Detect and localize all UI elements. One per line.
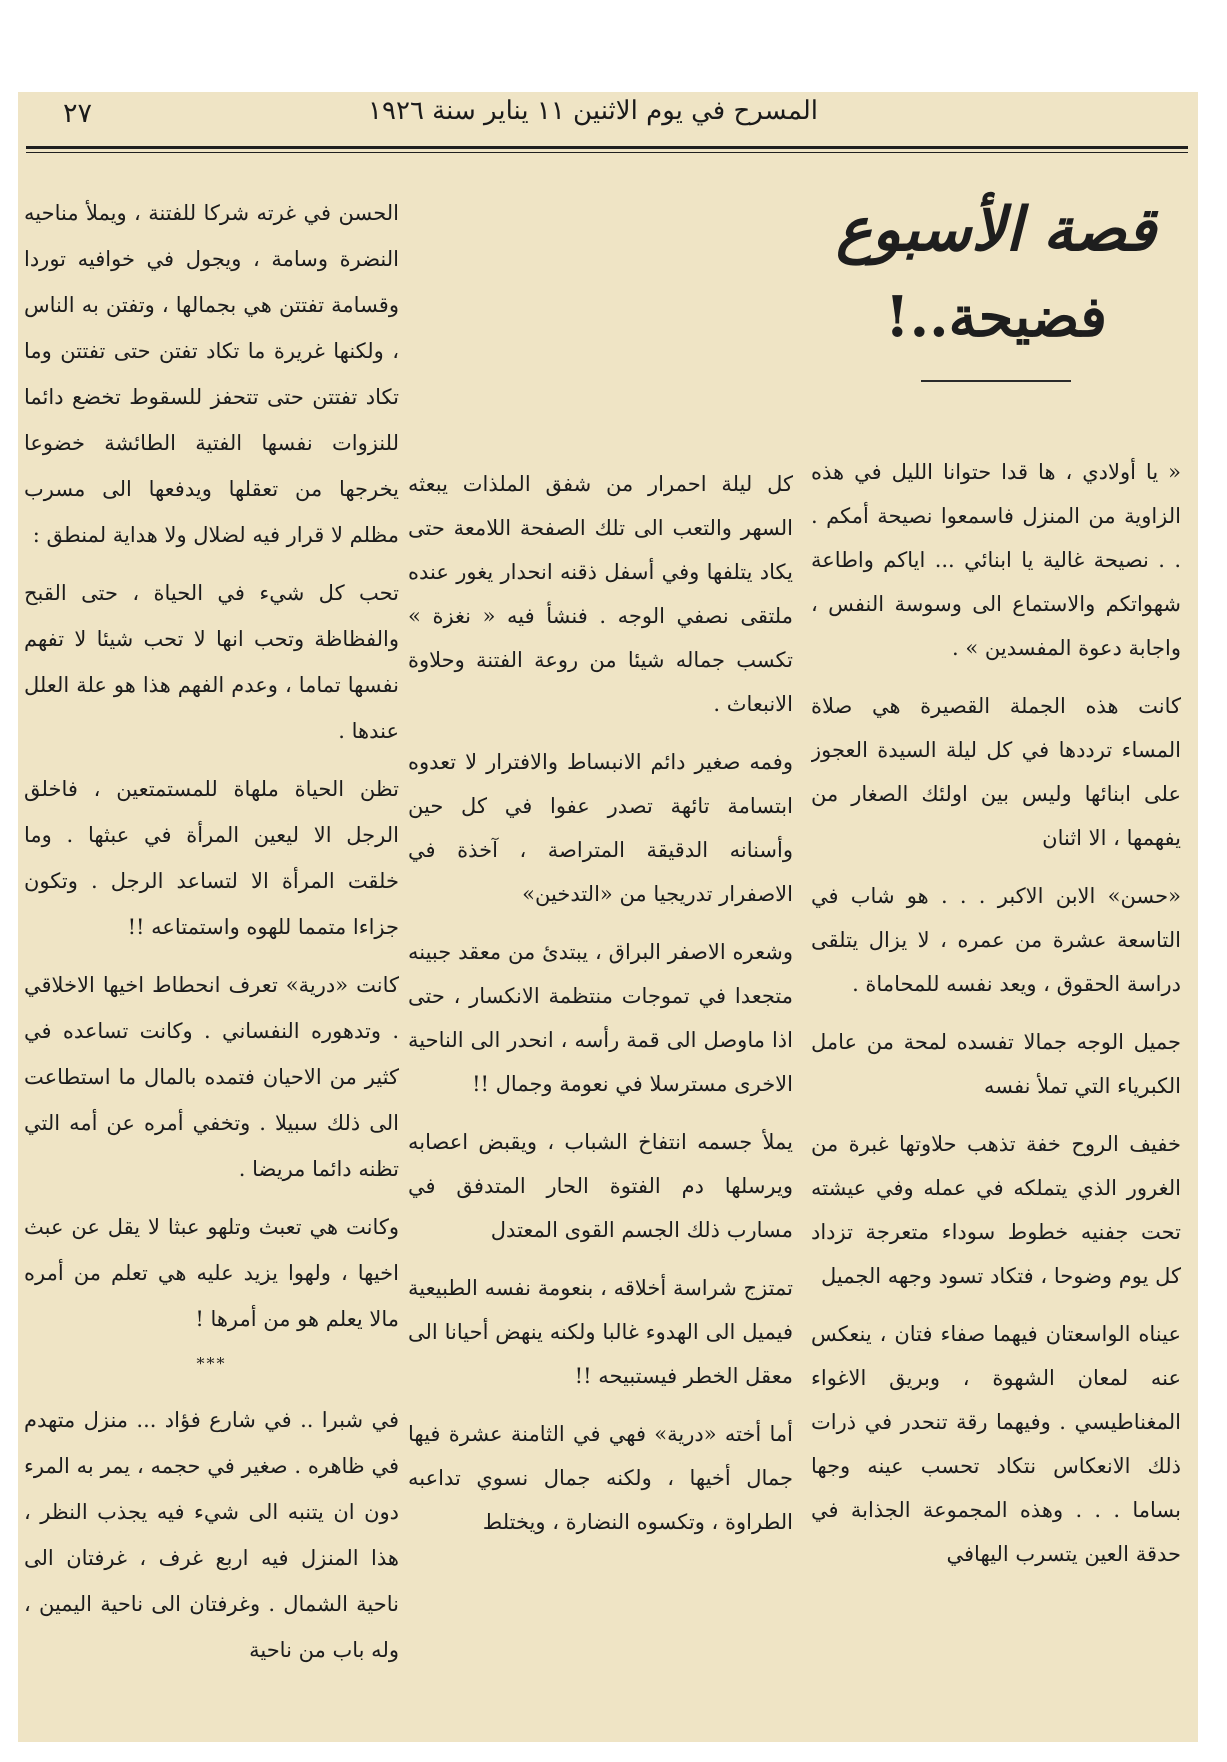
paragraph: الحسن في غرته شركا للفتنة ، ويملأ مناحيه النضرة وسامة ، ويجول في خوافيه توردا وقسامة تفتتن هي بجمالها ، وتفتن به الناس ، ولكنها غريرة ما تكاد تفتن حتى تفتتن وما تكاد تفتتن حتى تتحفز للسقوط تخضع دائما للنزوات نفسها الفتية الطائشة خضوعا يخرجها من تعقلها ويدفعها الى مسرب مظلم لا قرار فيه لضلال ولا هداية لمنطق : bbox=[24, 201, 399, 547]
column-middle bbox=[408, 462, 793, 1742]
paragraph: يملأ جسمه انتفاخ الشباب ، ويقبض اعصابه ويرسلها دم الفتوة الحار المتدفق في مسارب ذلك الجسم القوى المعتدل bbox=[408, 1130, 793, 1242]
paragraph: خفيف الروح خفة تذهب حلاوتها غبرة من الغرور الذي يتملكه في عمله وفي عيشته تحت جفنيه خطوط سوداء متعرجة تزداد كل يوم وضوحا ، فتكاد تسود وجهه الجميل bbox=[811, 1132, 1181, 1288]
story-title: فضيحة..! bbox=[885, 284, 1107, 350]
title-rule bbox=[921, 380, 1071, 382]
paragraph: « يا أولادي ، ها قدا حتوانا الليل في هذه الزاوية من المنزل فاسمعوا نصيحة أمكم . . . نصيحة غالية يا ابنائي ... اياكم واطاعة شهواتكم والاستماع الى وسوسة النفس ، واجابة دعوة المفسدين » . bbox=[811, 460, 1181, 660]
story-title-block bbox=[811, 180, 1181, 450]
paragraph: وفمه صغير دائم الانبساط والافترار لا تعدوه ابتسامة تائهة تصدر عفوا في كل حين وأسنانه الدقيقة المتراصة ، آخذة في الاصفرار تدريجيا من «التدخين» bbox=[408, 750, 793, 906]
paragraph: تظن الحياة ملهاة للمستمتعين ، فاخلق الرجل الا ليعين المرأة في عبثها . وما خلقت المرأة الا لتساعد الرجل . وتكون جزاءا متمما للهوه واستمتاعه !! bbox=[24, 777, 399, 939]
paragraph: تحب كل شيء في الحياة ، حتى القبح والفظاظة وتحب انها لا تحب شيئا لا تفهم نفسها تماما ، وعدم الفهم هذا هو علة العلل عندها . bbox=[24, 581, 399, 743]
paragraph: وشعره الاصفر البراق ، يبتدئ من معقد جبينه متجعدا في تموجات منتظمة الانكسار ، حتى اذا ماوصل الى قمة رأسه ، انحدر الى الناحية الاخرى مسترسلا في نعومة وجمال !! bbox=[408, 940, 793, 1096]
paragraph: جميل الوجه جمالا تفسده لمحة من عامل الكبرياء التي تملأ نفسه bbox=[811, 1030, 1181, 1098]
section-separator: *** bbox=[196, 1354, 227, 1373]
paragraph: «حسن» الابن الاكبر . . . هو شاب في التاسعة عشرة من عمره ، لا يزال يتلقى دراسة الحقوق ، ويعد نفسه للمحاماة . bbox=[811, 884, 1181, 996]
paragraph: عيناه الواسعتان فيهما صفاء فتان ، ينعكس عنه لمعان الشهوة ، وبريق الاغواء المغناطيسي . وفيهما رقة تنحدر في ذرات ذلك الانعكاس نتكاد تحسب عينه وجها بساما . . . وهذه المجموعة الجذابة في حدقة العين يتسرب اليهافي bbox=[811, 1322, 1181, 1566]
newspaper-page bbox=[18, 92, 1198, 1742]
paragraph: في شبرا .. في شارع فؤاد ... منزل متهدم في ظاهره . صغير في حجمه ، يمر به المرء دون ان يتنبه الى شيء فيه يجذب النظر ، هذا المنزل فيه اربع غرف ، غرفتان الى ناحية الشمال . وغرفتان الى ناحية اليمين ، وله باب من ناحية bbox=[24, 1408, 399, 1662]
page-header bbox=[18, 92, 1198, 152]
header-title: المسرح في يوم الاثنين ١١ يناير سنة ١٩٢٦ bbox=[368, 96, 818, 126]
paragraph: كانت هذه الجملة القصيرة هي صلاة المساء ترددها في كل ليلة السيدة العجوز على ابنائها وليس بين اولئك الصغار من يفهمها ، الا اثنان bbox=[811, 694, 1181, 850]
paragraph: أما أخته «درية» فهي في الثامنة عشرة فيها جمال أخيها ، ولكنه جمال نسوي تداعبه الطراوة ، وتكسوه النضارة ، ويختلط bbox=[408, 1422, 793, 1534]
column-right bbox=[811, 180, 1181, 1742]
section-title: قصة الأسبوع bbox=[836, 195, 1156, 265]
paragraph: وكانت هي تعبث وتلهو عبثا لا يقل عن عبث اخيها ، ولهوا يزيد عليه هي تعلم من أمره مالا يعلم هو من أمرها ! bbox=[24, 1215, 399, 1331]
paragraph: تمتزج شراسة أخلاقه ، بنعومة نفسه الطبيعية فيميل الى الهدوء غالبا ولكنه ينهض أحيانا الى معقل الخطر فيستبيحه !! bbox=[408, 1276, 793, 1388]
header-rule bbox=[26, 146, 1188, 153]
page-number: ٢٧ bbox=[63, 98, 93, 129]
paragraph: كانت «درية» تعرف انحطاط اخيها الاخلاقي . وتدهوره النفساني . وكانت تساعده في كثير من الاحيان فتمده بالمال ما استطاعت الى ذلك سبيلا . وتخفي أمره عن أمه التي تظنه دائما مريضا . bbox=[24, 973, 399, 1181]
paragraph: كل ليلة احمرار من شفق الملذات يبعثه السهر والتعب الى تلك الصفحة اللامعة حتى يكاد يتلفها وفي أسفل ذقنه انحدار يغور عنده ملتقى نصفي الوجه . فنشأ فيه « نغزة » تكسب جماله شيئا من روعة الفتنة وحلاوة الانبعاث . bbox=[408, 472, 793, 716]
column-left bbox=[24, 190, 399, 1742]
